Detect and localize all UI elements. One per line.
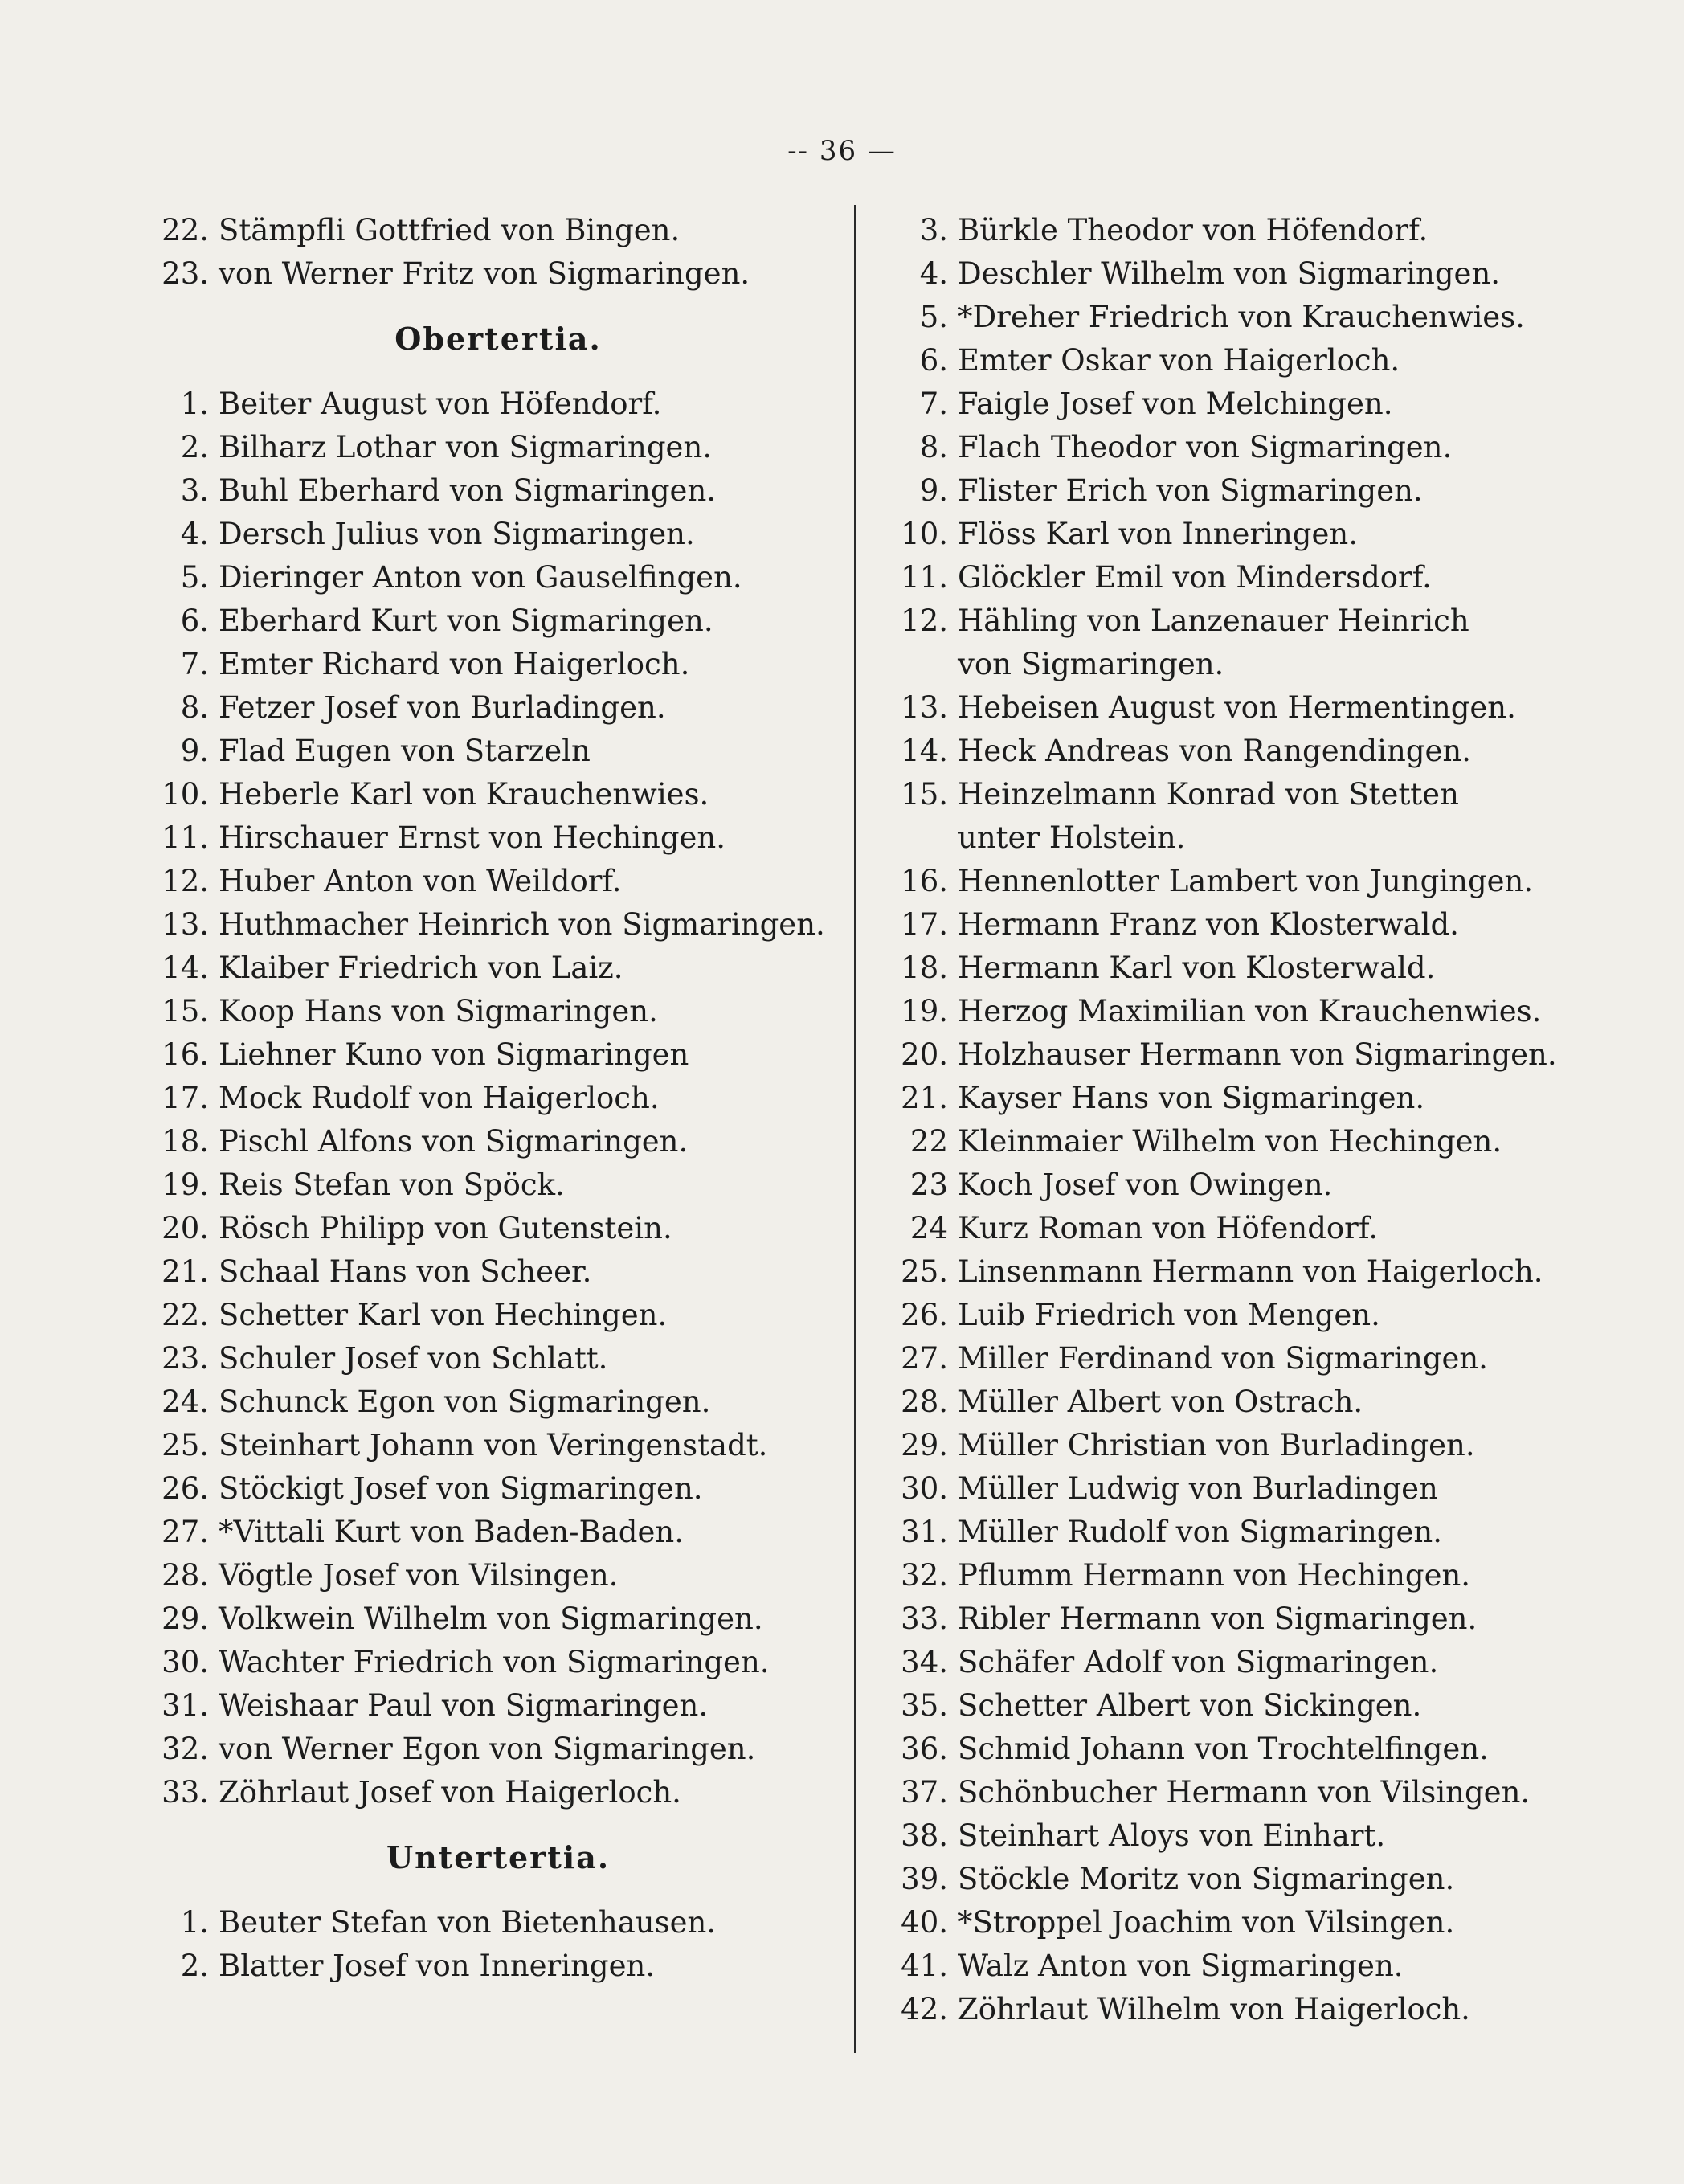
entry-number: 2. [180, 1949, 209, 1983]
entry-number: 6. [180, 603, 209, 638]
list-item [892, 1164, 1551, 1207]
list-item [892, 1945, 1551, 1988]
entry-number: 25. [901, 1254, 948, 1289]
list-item [892, 1684, 1551, 1728]
entry-name: Huber Anton von Weildorf. [219, 864, 622, 898]
entry-name: Schönbucher Hermann von Vilsingen. [958, 1775, 1531, 1810]
entry-number: 8. [180, 690, 209, 725]
entry-name: Huthmacher Heinrich von Sigmaringen. [219, 907, 825, 942]
entry-name: Flach Theodor von Sigmaringen. [958, 430, 1453, 464]
entry-number: 13. [161, 907, 209, 942]
list-item [153, 1771, 844, 1814]
entry-number: 24 [909, 1211, 948, 1245]
entry-name: Bürkle Theodor von Höfendorf. [958, 213, 1429, 247]
list-item [153, 1337, 844, 1380]
entry-name: *Vittali Kurt von Baden-Baden. [219, 1515, 684, 1549]
untertertia-list [153, 1901, 844, 1988]
entry-number: 26. [161, 1471, 209, 1506]
list-item [892, 1207, 1551, 1250]
entry-name: Fetzer Josef von Burladingen. [219, 690, 666, 725]
list-item [892, 1424, 1551, 1467]
entry-number: 17. [901, 907, 948, 942]
list-item [153, 773, 844, 816]
entry-name: Hebeisen August von Hermentingen. [958, 690, 1516, 725]
entry-name: Kayser Hans von Sigmaringen. [958, 1081, 1425, 1115]
list-item [892, 1120, 1551, 1164]
entry-number: 30. [161, 1645, 209, 1679]
list-item [153, 1641, 844, 1684]
entry-number: 11. [161, 820, 209, 855]
entry-name: Eberhard Kurt von Sigmaringen. [219, 603, 713, 638]
entry-name: Flöss Karl von Inneringen. [958, 517, 1358, 551]
entry-name: Weishaar Paul von Sigmaringen. [219, 1688, 709, 1723]
entry-name: Steinhart Aloys von Einhart. [958, 1818, 1386, 1853]
entry-number: 23. [161, 1341, 209, 1376]
entry-number: 11. [901, 560, 948, 595]
entry-name: Zöhrlaut Wilhelm von Haigerloch. [958, 1992, 1470, 2027]
entry-name: Kurz Roman von Höfendorf. [958, 1211, 1378, 1245]
entry-name: Ribler Hermann von Sigmaringen. [958, 1601, 1478, 1636]
list-item [892, 1033, 1557, 1077]
entry-number: 27. [161, 1515, 209, 1549]
list-item [153, 1945, 844, 1988]
list-item [892, 773, 1551, 816]
list-item [153, 730, 844, 773]
entry-name: Vögtle Josef von Vilsingen. [219, 1558, 619, 1593]
entry-number: 23 [909, 1168, 948, 1202]
entry-name: Schetter Albert von Sickingen. [958, 1688, 1422, 1723]
entry-name: Buhl Eberhard von Sigmaringen. [219, 473, 717, 508]
list-item [153, 990, 844, 1033]
entry-name: Hähling von Lanzenauer Heinrich [958, 603, 1469, 638]
entry-name: Emter Richard von Haigerloch. [219, 647, 690, 681]
entry-number: 37. [901, 1775, 948, 1810]
list-item [153, 1728, 844, 1771]
left-column [153, 209, 844, 1988]
entry-name: Reis Stefan von Spöck. [219, 1168, 565, 1202]
entry-name: Mock Rudolf von Haigerloch. [219, 1081, 660, 1115]
entry-number: 2. [180, 430, 209, 464]
entry-number: 29. [901, 1428, 948, 1462]
entry-number: 10. [161, 777, 209, 812]
list-item [153, 513, 844, 556]
entry-name: Müller Rudolf von Sigmaringen. [958, 1515, 1442, 1549]
list-item [153, 947, 844, 990]
entry-name: von Werner Egon von Sigmaringen. [219, 1732, 756, 1766]
entry-name: Beiter August von Höfendorf. [219, 386, 662, 421]
entry-number: 5. [180, 560, 209, 595]
entry-number: 13. [901, 690, 948, 725]
list-item [153, 599, 844, 643]
list-item [892, 1858, 1551, 1901]
entry-number: 30. [901, 1471, 948, 1506]
entry-continuation: von Sigmaringen. [958, 647, 1224, 681]
entry-number: 12. [161, 864, 209, 898]
entry-number: 23. [161, 256, 209, 291]
list-item [892, 1337, 1551, 1380]
entry-name: Rösch Philipp von Gutenstein. [219, 1211, 672, 1245]
entry-number: 26. [901, 1298, 948, 1332]
entry-name: Schaal Hans von Scheer. [219, 1254, 592, 1289]
list-item [153, 903, 844, 947]
list-item [892, 1250, 1551, 1294]
entry-name: Holzhauser Hermann von Sigmaringen. [958, 1037, 1557, 1072]
top-entries [153, 209, 844, 296]
list-item [892, 339, 1551, 382]
entry-name: Klaiber Friedrich von Laiz. [219, 951, 623, 985]
list-item [153, 469, 844, 513]
entry-number: 3. [180, 473, 209, 508]
entry-number: 1. [180, 386, 209, 421]
entry-name: Steinhart Johann von Veringenstadt. [219, 1428, 768, 1462]
list-item [892, 426, 1551, 469]
list-item [153, 1380, 844, 1424]
entry-number: 9. [919, 473, 948, 508]
entry-number: 36. [901, 1732, 948, 1766]
heading-untertertia: Untertertia. [386, 1839, 611, 1875]
list-item [153, 1294, 844, 1337]
entry-number: 7. [180, 647, 209, 681]
entry-name: Schäfer Adolf von Sigmaringen. [958, 1645, 1439, 1679]
list-item [153, 426, 844, 469]
entry-name: Kleinmaier Wilhelm von Hechingen. [958, 1124, 1502, 1159]
entry-name: Linsenmann Hermann von Haigerloch. [958, 1254, 1543, 1289]
entry-name: Schetter Karl von Hechingen. [219, 1298, 668, 1332]
entry-name: Stöckigt Josef von Sigmaringen. [219, 1471, 703, 1506]
entry-name: Luib Friedrich von Mengen. [958, 1298, 1380, 1332]
entry-number: 20. [161, 1211, 209, 1245]
entry-name: Koch Josef von Owingen. [958, 1168, 1333, 1202]
entry-number: 5. [919, 300, 948, 334]
entry-number: 35. [901, 1688, 948, 1723]
entry-number: 20. [901, 1037, 948, 1072]
list-item [892, 556, 1551, 599]
list-item [892, 252, 1551, 296]
list-item [892, 947, 1551, 990]
list-item [892, 1511, 1551, 1554]
list-item [892, 1728, 1551, 1771]
entry-number: 9. [180, 734, 209, 768]
entry-name: Faigle Josef von Melchingen. [958, 386, 1393, 421]
entry-number: 22 [909, 1124, 948, 1159]
entry-number: 33. [161, 1775, 209, 1810]
right-column [892, 209, 1557, 2031]
list-item [153, 1207, 844, 1250]
entry-number: 40. [901, 1905, 948, 1940]
entry-number: 31. [161, 1688, 209, 1723]
list-item [892, 903, 1551, 947]
entry-name: Glöckler Emil von Mindersdorf. [958, 560, 1432, 595]
entry-number: 16. [161, 1037, 209, 1072]
entry-number: 19. [901, 994, 948, 1029]
entry-number: 25. [161, 1428, 209, 1462]
list-item [153, 1077, 844, 1120]
entry-number: 27. [901, 1341, 948, 1376]
list-item [153, 1554, 844, 1597]
entry-name: Beuter Stefan von Bietenhausen. [219, 1905, 717, 1940]
list-item [892, 1641, 1551, 1684]
entry-number: 21. [901, 1081, 948, 1115]
entry-name: Pflumm Hermann von Hechingen. [958, 1558, 1471, 1593]
entry-name: Stämpfli Gottfried von Bingen. [219, 213, 681, 247]
list-item [892, 382, 1551, 426]
list-item [153, 1424, 844, 1467]
entry-number: 15. [901, 777, 948, 812]
list-item [153, 209, 844, 252]
entry-number: 12. [901, 603, 948, 638]
list-item [153, 643, 844, 686]
list-item [153, 1901, 844, 1945]
list-item [892, 730, 1551, 773]
entry-name: Deschler Wilhelm von Sigmaringen. [958, 256, 1501, 291]
entry-number: 18. [161, 1124, 209, 1159]
entry-name: Flad Eugen von Starzeln [219, 734, 591, 768]
list-item [153, 1250, 844, 1294]
entry-number: 28. [901, 1384, 948, 1419]
entry-name: Koop Hans von Sigmaringen. [219, 994, 658, 1029]
entry-number: 22. [161, 213, 209, 247]
list-item [892, 1077, 1551, 1120]
column-divider [854, 205, 856, 2053]
entry-number: 4. [919, 256, 948, 291]
list-item [892, 1814, 1551, 1858]
entry-name: Bilharz Lothar von Sigmaringen. [219, 430, 713, 464]
entry-name: Liehner Kuno von Sigmaringen [219, 1037, 689, 1072]
list-item [153, 816, 844, 860]
entry-name: Wachter Friedrich von Sigmaringen. [219, 1645, 770, 1679]
entry-name: Hermann Franz von Klosterwald. [958, 907, 1459, 942]
entry-name: Hirschauer Ernst von Hechingen. [219, 820, 726, 855]
list-item [153, 686, 844, 730]
entry-name: Heberle Karl von Krauchenwies. [219, 777, 709, 812]
entry-name: Herzog Maximilian von Krauchenwies. [958, 994, 1542, 1029]
entry-number: 42. [901, 1992, 948, 2027]
list-item [153, 1597, 844, 1641]
entry-name: Müller Albert von Ostrach. [958, 1384, 1363, 1419]
entry-name: Flister Erich von Sigmaringen. [958, 473, 1423, 508]
list-item [892, 1901, 1551, 1945]
entry-name: Emter Oskar von Haigerloch. [958, 343, 1400, 378]
entry-name: *Dreher Friedrich von Krauchenwies. [958, 300, 1525, 334]
list-item [892, 1294, 1551, 1337]
list-item [892, 990, 1551, 1033]
entry-number: 21. [161, 1254, 209, 1289]
entry-number: 19. [161, 1168, 209, 1202]
entry-name: Heinzelmann Konrad von Stetten [958, 777, 1459, 812]
entry-number: 24. [161, 1384, 209, 1419]
entry-continuation: unter Holstein. [958, 820, 1186, 855]
list-item [892, 1467, 1551, 1511]
entry-name: Hermann Karl von Klosterwald. [958, 951, 1436, 985]
entry-name: *Stroppel Joachim von Vilsingen. [958, 1905, 1455, 1940]
page-number: -- 36 — [787, 135, 897, 167]
entry-number: 39. [901, 1862, 948, 1896]
list-item [892, 1771, 1551, 1814]
list-item [892, 860, 1551, 903]
entry-number: 8. [919, 430, 948, 464]
list-item [153, 860, 844, 903]
list-item [892, 209, 1551, 252]
entry-name: Volkwein Wilhelm von Sigmaringen. [219, 1601, 763, 1636]
entry-name: von Werner Fritz von Sigmaringen. [219, 256, 750, 291]
untertertia-list-continued [892, 209, 1557, 2031]
entry-name: Pischl Alfons von Sigmaringen. [219, 1124, 689, 1159]
entry-name: Schmid Johann von Trochtelfingen. [958, 1732, 1489, 1766]
entry-number: 16. [901, 864, 948, 898]
entry-number: 4. [180, 517, 209, 551]
entry-number: 38. [901, 1818, 948, 1853]
entry-name: Schuler Josef von Schlatt. [219, 1341, 608, 1376]
entry-name: Miller Ferdinand von Sigmaringen. [958, 1341, 1488, 1376]
entry-number: 22. [161, 1298, 209, 1332]
entry-number: 18. [901, 951, 948, 985]
entry-name: Stöckle Moritz von Sigmaringen. [958, 1862, 1455, 1896]
entry-number: 17. [161, 1081, 209, 1115]
list-item [892, 1380, 1551, 1424]
entry-number: 1. [180, 1905, 209, 1940]
entry-number: 15. [161, 994, 209, 1029]
list-item [892, 296, 1551, 339]
list-item [153, 1684, 844, 1728]
entry-name: Schunck Egon von Sigmaringen. [219, 1384, 711, 1419]
list-item [153, 1033, 844, 1077]
list-item [153, 1164, 844, 1207]
entry-name: Walz Anton von Sigmaringen. [958, 1949, 1404, 1983]
entry-number: 29. [161, 1601, 209, 1636]
entry-number: 28. [161, 1558, 209, 1593]
list-item [153, 1120, 844, 1164]
entry-name: Blatter Josef von Inneringen. [219, 1949, 656, 1983]
list-item [892, 599, 1551, 643]
entry-name: Dieringer Anton von Gauselfingen. [219, 560, 742, 595]
entry-name: Zöhrlaut Josef von Haigerloch. [219, 1775, 681, 1810]
entry-name: Müller Christian von Burladingen. [958, 1428, 1475, 1462]
list-item [892, 1554, 1551, 1597]
entry-number: 14. [901, 734, 948, 768]
entry-number: 3. [919, 213, 948, 247]
entry-name: Dersch Julius von Sigmaringen. [219, 517, 695, 551]
list-item [892, 513, 1551, 556]
list-item [153, 556, 844, 599]
list-item [892, 686, 1551, 730]
obertertia-list [153, 382, 844, 1814]
entry-number: 14. [161, 951, 209, 985]
list-item [892, 1597, 1551, 1641]
entry-number: 34. [901, 1645, 948, 1679]
entry-name: Heck Andreas von Rangendingen. [958, 734, 1471, 768]
entry-name: Hennenlotter Lambert von Jungingen. [958, 864, 1534, 898]
entry-number: 31. [901, 1515, 948, 1549]
list-item [892, 469, 1551, 513]
list-item [153, 1467, 844, 1511]
entry-number: 6. [919, 343, 948, 378]
entry-number: 33. [901, 1601, 948, 1636]
list-item [153, 252, 844, 296]
list-item [153, 382, 844, 426]
entry-number: 32. [901, 1558, 948, 1593]
entry-number: 32. [161, 1732, 209, 1766]
list-item [892, 1988, 1551, 2031]
heading-obertertia: Obertertia. [394, 321, 602, 357]
entry-number: 7. [919, 386, 948, 421]
entry-number: 10. [901, 517, 948, 551]
list-item [153, 1511, 844, 1554]
entry-name: Müller Ludwig von Burladingen [958, 1471, 1438, 1506]
entry-number: 41. [901, 1949, 948, 1983]
